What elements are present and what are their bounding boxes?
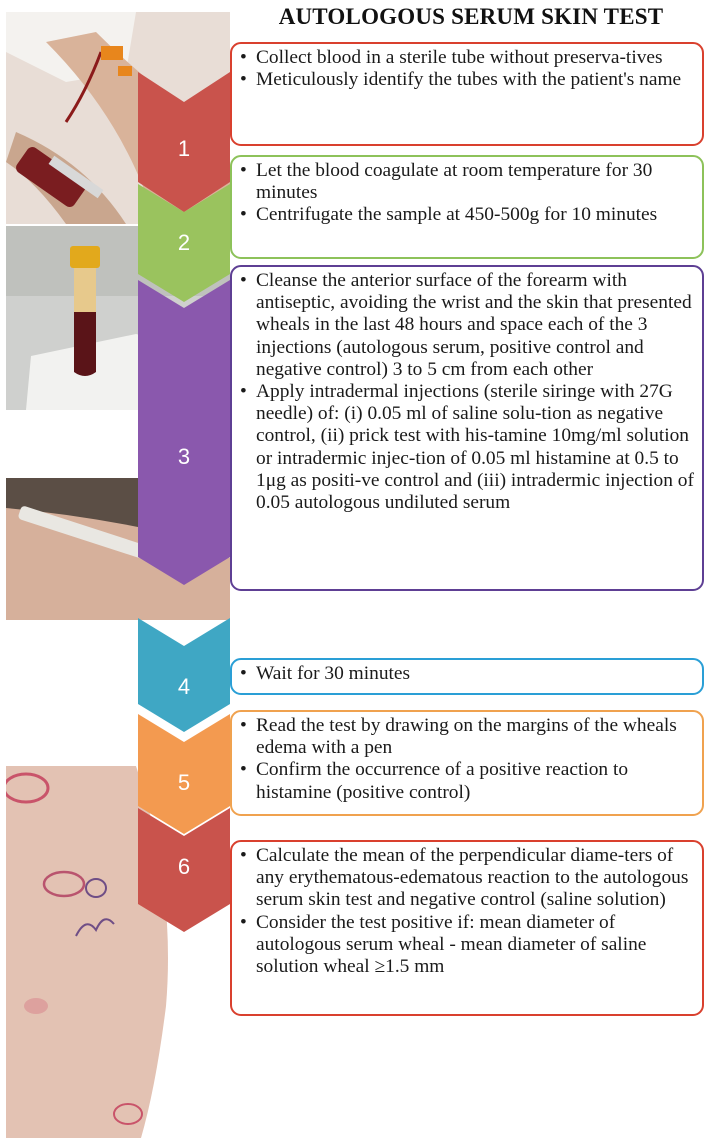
step-1-bullet-1: • Collect blood in a sterile tube without preserva-tives — [236, 47, 698, 69]
step-3-number: 3 — [177, 444, 191, 469]
step-2-bullet-1: • Let the blood coagulate at room temperature for 30 minutes — [236, 160, 698, 204]
step-4-bullet-1: • Wait for 30 minutes — [236, 663, 698, 685]
step-5-number: 5 — [177, 770, 191, 795]
step-1-bullet-2: • Meticulously identify the tubes with the patient's name — [236, 69, 698, 91]
step-3-chevron — [138, 280, 230, 585]
step-3-bullet-1: • Cleanse the anterior surface of the forearm with antiseptic, avoiding the wrist and the skin that presented wheals in the last 48 hours and space each of the 3 injections (autologous serum, positive control and negative control) 3 to 5 cm from each other — [236, 270, 698, 381]
step-1-box — [230, 42, 704, 146]
step-1-number: 1 — [177, 136, 191, 161]
step-2-number: 2 — [177, 230, 191, 255]
step-3-box — [230, 265, 704, 591]
step-6-bullet-2: • Consider the test positive if: mean diameter of autologous serum wheal - mean diameter of saline solution wheal ≥1.5 mm — [236, 912, 698, 979]
page-title: AUTOLOGOUS SERUM SKIN TEST — [278, 4, 664, 29]
step-5-box — [230, 710, 704, 816]
step-5-bullet-2: • Confirm the occurrence of a positive reaction to histamine (positive control) — [236, 759, 698, 803]
step-6-bullet-1: • Calculate the mean of the perpendicular diame-ters of any erythematous-edematous reaction to the autologous serum skin test and negative control (saline solution) — [236, 845, 698, 912]
step-6-number: 6 — [177, 854, 191, 879]
step-2-bullet-2: • Centrifugate the sample at 450-500g for 10 minutes — [236, 204, 698, 226]
step-2-box — [230, 155, 704, 259]
step-5-bullet-1: • Read the test by drawing on the margins of the wheals edema with a pen — [236, 715, 698, 759]
step-4-number: 4 — [177, 674, 191, 699]
step-6-box — [230, 840, 704, 1016]
step-3-bullet-2: • Apply intradermal injections (sterile siringe with 27G needle) of: (i) 0.05 ml of saline solu-tion as negative control, (ii) prick test with his-tamine 10mg/ml solution or intradermic injec-tion of 0.05 ml histamine at 0.5 to 1μg as positi-ve control and (iii) intradermic injection of 0.05 autologous undiluted serum — [236, 381, 698, 514]
step-4-box — [230, 658, 704, 695]
step-6-chevron — [138, 808, 230, 932]
